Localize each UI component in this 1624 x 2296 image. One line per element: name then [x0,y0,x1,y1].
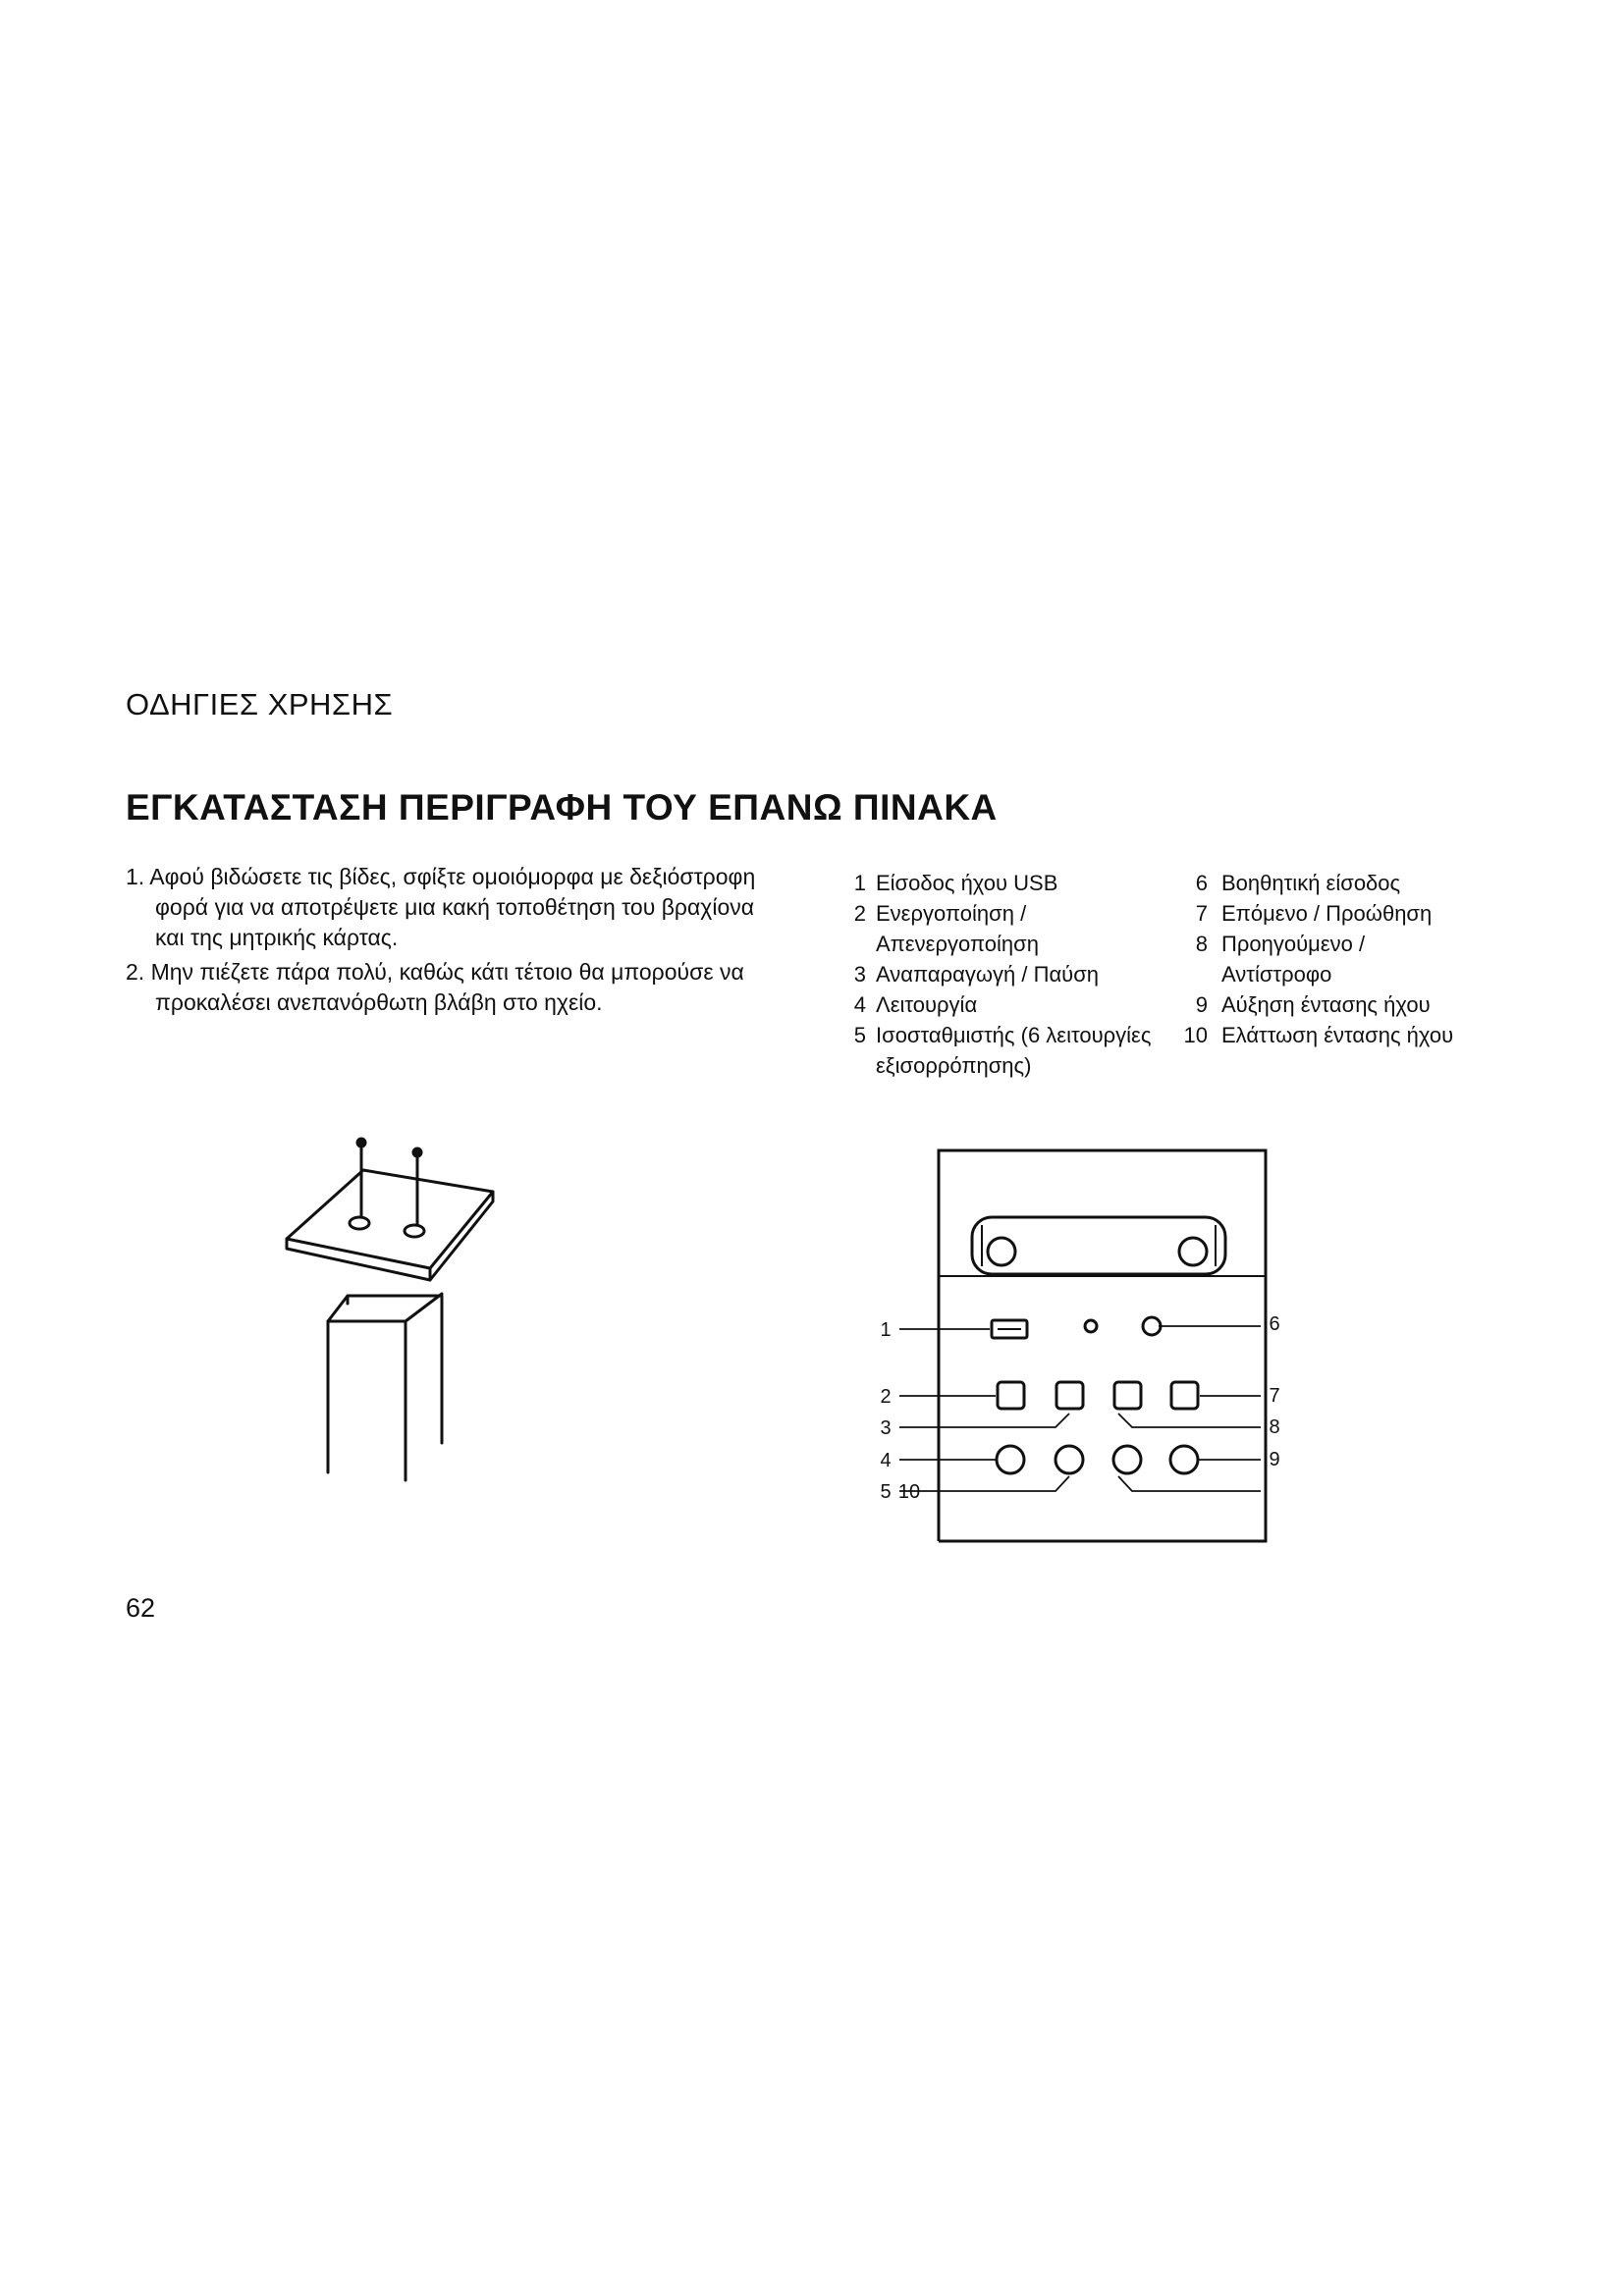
legend-label: Αύξηση έντασης ήχου [1221,992,1431,1017]
legend-number: 7 [1195,901,1208,926]
panel-legend-right [1178,868,1473,1050]
step-text-line: 2. Μην πιέζετε πάρα πολύ, καθώς κάτι τέτοιο θα μπορούσε να [126,959,744,985]
callout-line-8 [1118,1414,1261,1427]
legend-number: 6 [1195,871,1208,895]
previous-button[interactable] [1114,1382,1141,1409]
legend-item [850,959,1164,989]
power-button[interactable] [998,1382,1024,1409]
panel-outline [939,1150,1266,1541]
step-text-line: προκαλέσει ανεπανόρθωτη βλάβη στο ηχείο. [155,989,603,1015]
legend-label: Επόμενο / Προώθηση [1221,901,1433,926]
callout-number-7: 7 [1269,1385,1280,1407]
legend-label-continued: εξισορρόπησης) [876,1053,1032,1078]
volume-up-button[interactable] [1170,1446,1198,1473]
legend-item [1178,868,1473,898]
installation-illustration [265,1129,520,1492]
callout-number-1: 1 [880,1319,892,1341]
legend-number: 9 [1195,992,1208,1017]
legend-number: 8 [1195,932,1208,956]
indicator-led [1085,1320,1097,1332]
callout-number-9: 9 [1269,1449,1280,1470]
legend-number: 10 [1183,1023,1208,1047]
next-button[interactable] [1171,1382,1198,1409]
bracket-plate [287,1170,493,1280]
legend-label: Ελάττωση έντασης ήχου [1221,1023,1454,1047]
page-number: 62 [126,1593,156,1623]
top-panel-diagram [864,1139,1296,1551]
step-text-line: φορά για να αποτρέψετε μια κακή τοποθέτηση του βραχίονα [155,894,755,920]
installation-steps [126,862,813,1022]
callout-line-3 [899,1414,1069,1427]
legend-label: Ενεργοποίηση / [876,901,1027,926]
legend-label: Ισοσταθμιστής (6 λειτουργίες [876,1023,1152,1047]
legend-item [850,868,1164,898]
section-header: ΟΔΗΓΙΕΣ ΧΡΗΣΗΣ [126,687,394,721]
legend-item [1178,1020,1473,1050]
callout-number-6: 6 [1269,1313,1280,1335]
legend-label: Βοηθητική είσοδος [1221,871,1401,895]
legend-number: 4 [853,992,866,1017]
legend-item [1178,898,1473,929]
legend-item [850,898,1164,959]
legend-label: Είσοδος ήχου USB [876,871,1058,895]
legend-number: 5 [853,1023,866,1047]
mode-button[interactable] [997,1446,1024,1473]
panel-legend-left [850,868,1164,1081]
installation-step [126,957,813,1018]
screw-right [413,1148,421,1198]
aux-input-jack[interactable] [1143,1317,1161,1335]
play-pause-button[interactable] [1056,1382,1083,1409]
callout-number-5: 5 [880,1481,892,1503]
callout-number-8: 8 [1269,1416,1280,1438]
eq-button[interactable] [1056,1446,1083,1473]
volume-down-button[interactable] [1113,1446,1141,1473]
callout-number-3: 3 [880,1417,892,1439]
page-title: ΕΓΚΑΤΑΣΤΑΣΗ ΠΕΡΙΓΡΑΦΗ ΤΟΥ ΕΠΑΝΩ ΠΙΝΑΚΑ [126,787,998,828]
legend-label: Προηγούμενο / Αντίστροφο [1221,932,1366,987]
legend-item [850,989,1164,1020]
legend-item [1178,989,1473,1020]
installation-step [126,862,813,953]
legend-label: Αναπαραγωγή / Παύση [876,962,1100,987]
legend-item [850,1020,1164,1081]
callout-number-10: 10 [897,1481,921,1503]
legend-number: 1 [853,871,866,895]
callout-number-2: 2 [880,1386,892,1408]
panel-handle [939,1217,1266,1276]
speaker-post [328,1294,442,1480]
legend-label: Λειτουργία [876,992,978,1017]
step-text-line: 1. Αφού βιδώσετε τις βίδες, σφίξτε ομοιόμορφα με δεξιόστροφη [126,864,756,889]
legend-item [1178,929,1473,989]
callout-line-5-10 [899,1476,1069,1491]
legend-number: 2 [853,901,866,926]
callout-number-4: 4 [880,1450,892,1471]
legend-label-continued: Απενεργοποίηση [876,932,1039,956]
step-text-line: και της μητρικής κάρτας. [155,925,399,950]
legend-number: 3 [853,962,866,987]
callout-line-right-bottom [1118,1476,1261,1491]
